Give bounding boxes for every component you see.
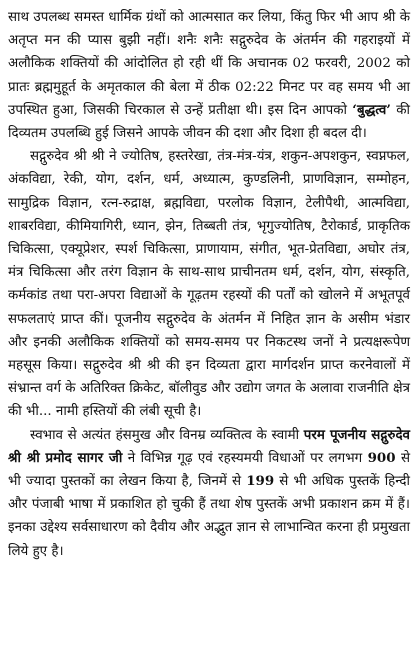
paragraph-3-bold-name: परम पूजनीय सद्गुरुदेव श्री श्री प्रमोद सागर जी (8, 426, 410, 466)
paragraph-3-bold-count-199: 199 (246, 473, 275, 490)
paragraph-1-bold-term: ‘बुद्धत्व’ (352, 101, 391, 118)
paragraph-3-text-c: से भी ज्यादा पुस्तकों का लेखन किया है, जिनमें से (8, 450, 410, 490)
paragraph-1 (8, 6, 410, 145)
paragraph-3-text-d: से भी अधिक पुस्तकें हिन्दी और पंजाबी भाषा में प्रकाशित हो चुकी हैं तथा शेष पुस्तकें अभी प्रकाशन क्रम में हैं। इनका उद्देश्य सर्वसाधारण को दैवीय और अद्भुत ज्ञान से लाभान्वित करना ही प्रमुखता लिये हुए है। (8, 474, 410, 559)
paragraph-3 (8, 424, 410, 563)
paragraph-2-text: सद्गुरुदेव श्री श्री ने ज्योतिष, हस्तरेखा, तंत्र-मंत्र-यंत्र, शकुन-अपशकुन, स्वप्नफल, अंकविद्या, रेकी, योग, दर्शन, धर्म, अध्यात्म, कुण्डलिनी, प्राणविज्ञान, सम्मोहन, सामुद्रिक विज्ञान, रत्न-रुद्राक्ष, ब्रह्मविद्या, परलोक विज्ञान, टेलीपैथी, आत्मविद्या, शाबरविद्या, कीमियागिरी, ध्यान, झेन, तिब्बती तंत्र, भृगुज्योतिष, टैरोकार्ड, प्राकृतिक चिकित्सा, एक्यूप्रेशर, स्पर्श चिकित्सा, प्राणायाम, संगीत, भूत-प्रेतविद्या, अघोर तंत्र, मंत्र चिकित्सा और तरंग विज्ञान के साथ-साथ प्राचीनतम धर्म, दर्शन, योग, संस्कृति, कर्मकांड तथा परा-अपरा विद्याओं के गूढ़तम रहस्यों की पर्तों को खोलने में अभूतपूर्व सफलताएं प्राप्त कीं। पूजनीय सद्गुरुदेव के अंतर्मन में निहित ज्ञान के असीम भंडार और इनकी अलौकिक शक्तियों को समय-समय पर निकटस्थ जनों ने प्रत्यक्षरूपेण महसूस किया। सद्गुरुदेव श्री श्री की इन दिव्यता द्वारा मार्गदर्शन प्राप्त करनेवालों में संभ्रान्त वर्ग के अतिरिक्त क्रिकेट, बॉलीवुड और उद्योग जगत के अलावा राजनीति क्षेत्र की भी... नामी हस्तियों की लंबी सूची है। (8, 149, 410, 420)
paragraph-2 (8, 145, 410, 423)
paragraph-1-text-b: की दिव्यतम उपलब्धि हुई जिसने आपके जीवन की दशा और दिशा ही बदल दी। (8, 102, 410, 142)
paragraph-3-text-a: स्वभाव से अत्यंत हंसमुख और विनम्र व्यक्तित्व के स्वामी (30, 427, 304, 443)
paragraph-3-bold-count-900: 900 (367, 449, 396, 466)
paragraph-3-text-b: ने विभिन्न गूढ़ एवं रहस्यमयी विधाओं पर लगभग (122, 450, 368, 466)
paragraph-1-text-a: साथ उपलब्ध समस्त धार्मिक ग्रंथों को आत्मसात कर लिया, किंतु फिर भी आप श्री के अतृप्त मन की प्यास बुझी नहीं। शनैः शनैः सद्गुरुदेव के अंतर्मन की गहराइयों में अलौकिक शक्तियों की आंदोलित हो रही थीं कि अचानक 02 फरवरी, 2002 को प्रातः ब्रह्ममुहूर्त के अमृतकाल की बेला में ठीक 02:22 मिनट पर वह समय भी आ उपस्थित हुआ, जिसकी चिरकाल से उन्हें प्रतीक्षा थी। इस दिन आपको (8, 10, 410, 118)
